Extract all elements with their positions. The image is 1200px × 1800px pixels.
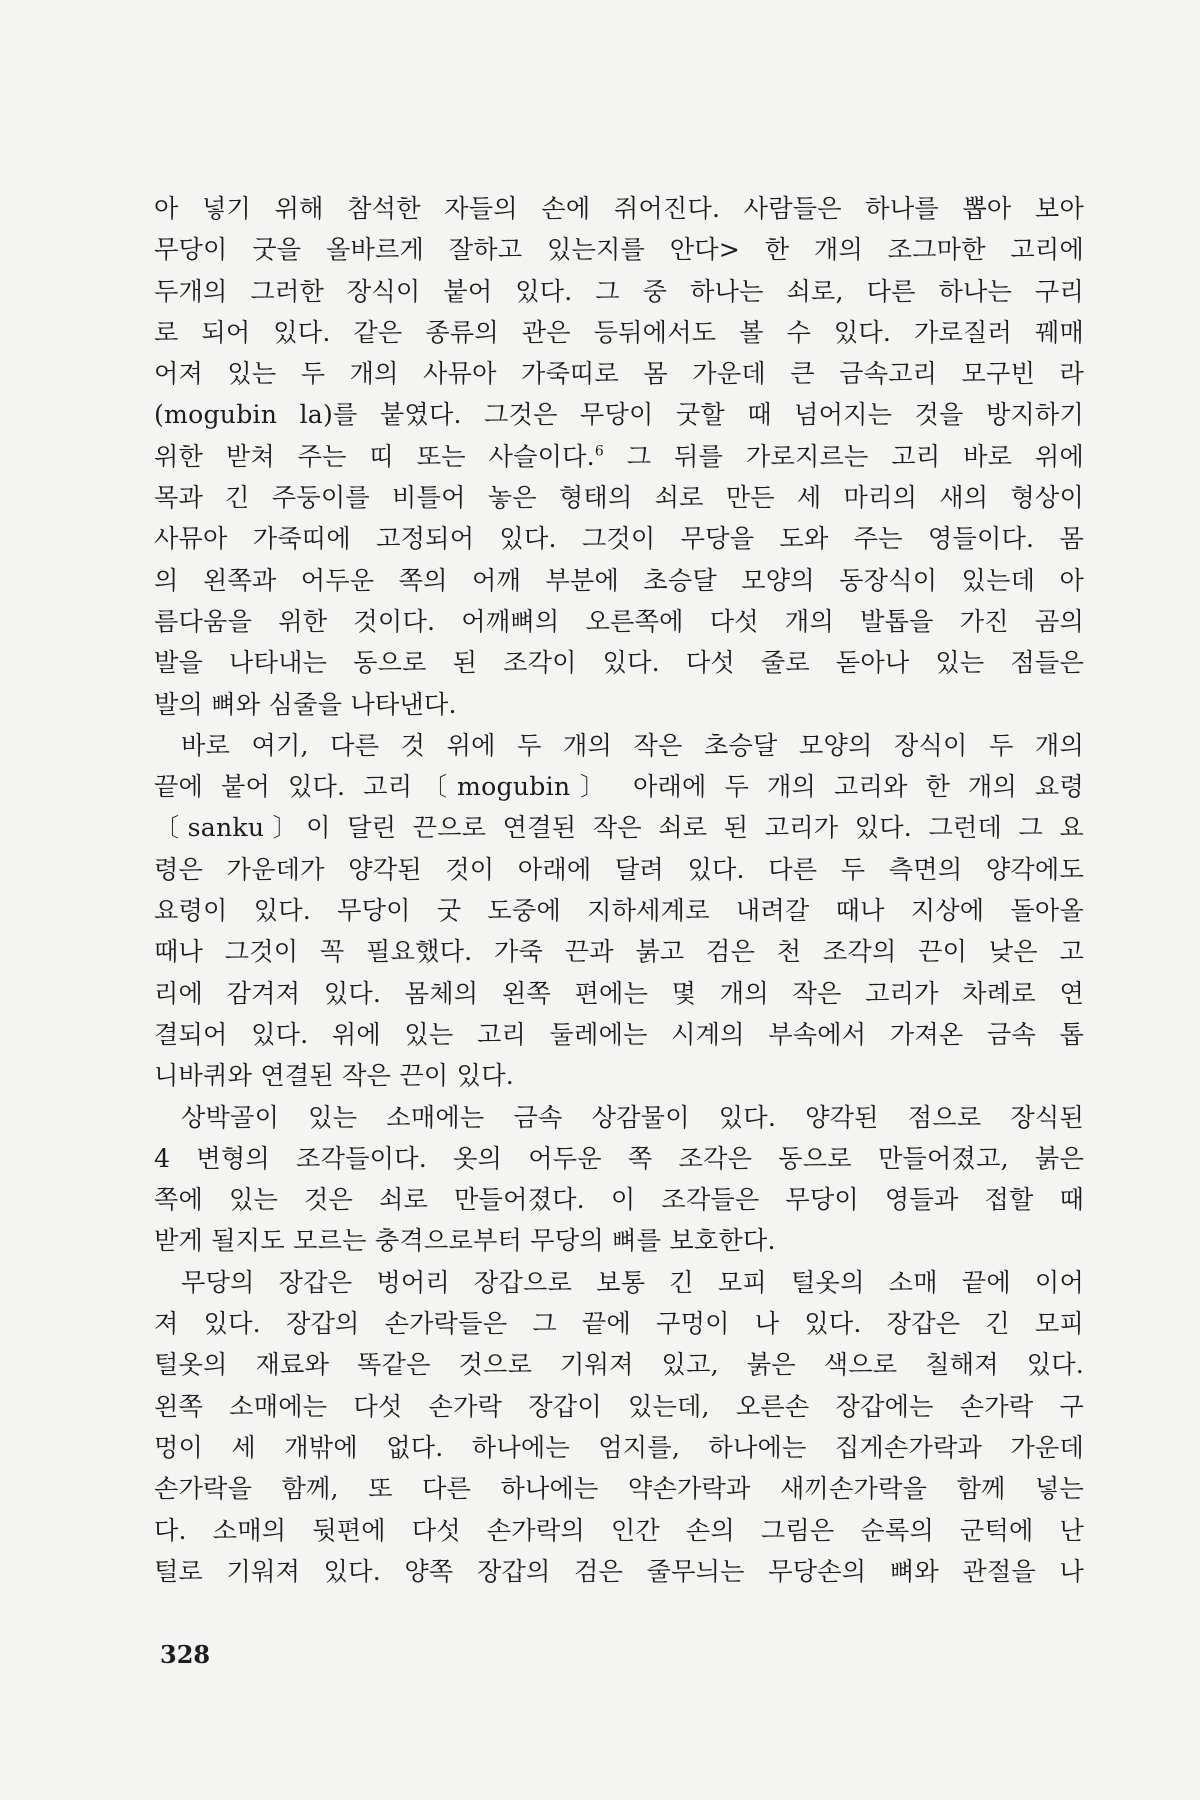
text-line — [154, 353, 1084, 394]
text-line-content: 져 있다. 장갑의 손가락들은 그 끝에 구멍이 나 있다. 장갑은 긴 모피 — [154, 1309, 1084, 1339]
text-line — [154, 1138, 1084, 1179]
text-line — [154, 1344, 1084, 1385]
text-line-content: 니바퀴와 연결된 작은 끈이 있다. — [154, 1061, 514, 1091]
text-line-content: 상박골이 있는 소매에는 금속 상감물이 있다. 양각된 점으로 장식된 — [181, 1102, 1084, 1132]
text-line-content: 의 왼쪽과 어두운 쪽의 어깨 부분에 초승달 모양의 동장식이 있는데 아 — [154, 565, 1084, 595]
text-line-content: 4 변형의 조각들이다. 옷의 어두운 쪽 조각은 동으로 만들어졌고, 붉은 — [154, 1143, 1084, 1173]
footnote-marker: 6 — [594, 443, 605, 460]
text-line — [154, 1097, 1084, 1138]
text-line — [154, 1551, 1084, 1592]
text-line — [154, 1179, 1084, 1220]
text-line-content: 멍이 세 개밖에 없다. 하나에는 엄지를, 하나에는 집게손가락과 가운데 — [154, 1432, 1084, 1462]
text-line — [154, 601, 1084, 642]
text-line-content: 바로 여기, 다른 것 위에 두 개의 작은 초승달 모양의 장식이 두 개의 — [181, 730, 1084, 760]
text-line — [154, 1014, 1084, 1055]
text-line-content: 사뮤아 가죽띠에 고정되어 있다. 그것이 무당을 도와 주는 영들이다. 몸 — [154, 524, 1084, 554]
text-line — [154, 1427, 1084, 1468]
text-line-content: 끝에 붙어 있다. 고리〔mogubin〕 아래에 두 개의 고리와 한 개의 요령 — [154, 772, 1084, 802]
text-line-content: 무당의 장갑은 벙어리 장갑으로 보통 긴 모피 털옷의 소매 끝에 이어 — [181, 1267, 1084, 1297]
text-line-content: 두개의 그러한 장식이 붙어 있다. 그 중 하나는 쇠로, 다른 하나는 구리 — [154, 276, 1084, 306]
text-line — [154, 931, 1084, 972]
text-line-content: 위한 받쳐 주는 띠 또는 사슬이다. — [154, 441, 595, 471]
text-line-content: 다. 소매의 뒷편에 다섯 손가락의 인간 손의 그림은 순록의 군턱에 난 — [154, 1515, 1084, 1545]
text-line-content: 리에 감겨져 있다. 몸체의 왼쪽 편에는 몇 개의 작은 고리가 차례로 연 — [154, 978, 1084, 1008]
text-line-content: 아 넣기 위해 참석한 자들의 손에 쥐어진다. 사람들은 하나를 뽑아 보아 — [154, 194, 1084, 223]
text-line-content: 때나 그것이 꼭 필요했다. 가죽 끈과 붉고 검은 천 조각의 끈이 낮은 고 — [154, 937, 1084, 967]
text-line-content: 로 되어 있다. 같은 종류의 관은 등뒤에서도 볼 수 있다. 가로질러 꿰매 — [154, 317, 1084, 347]
text-line-content: (mogubin la)를 붙였다. 그것은 무당이 굿할 때 넘어지는 것을 방지하기 — [154, 400, 1084, 430]
text-line-content: 목과 긴 주둥이를 비틀어 놓은 형태의 쇠로 만든 세 마리의 새의 형상이 — [154, 483, 1084, 513]
text-line-content: 요령이 있다. 무당이 굿 도중에 지하세계로 내려갈 때나 지상에 돌아올 — [154, 896, 1084, 926]
body-text — [154, 188, 1084, 1592]
text-line-content: 털옷의 재료와 똑같은 것으로 기워져 있고, 붉은 색으로 칠해져 있다. — [154, 1350, 1084, 1380]
text-line — [154, 849, 1084, 890]
text-line — [154, 1303, 1084, 1344]
text-line — [154, 684, 1084, 725]
text-line-content: 손가락을 함께, 또 다른 하나에는 약손가락과 새끼손가락을 함께 넣는 — [154, 1474, 1084, 1504]
text-line — [154, 271, 1084, 312]
text-line-content: 어져 있는 두 개의 사뮤아 가죽띠로 몸 가운데 큰 금속고리 모구빈 라 — [154, 359, 1084, 389]
text-line-content: 발을 나타내는 동으로 된 조각이 있다. 다섯 줄로 돋아나 있는 점들은 — [154, 648, 1084, 678]
page-number: 328 — [160, 1640, 211, 1669]
text-line — [154, 1468, 1084, 1509]
text-line-content: 령은 가운데가 양각된 것이 아래에 달려 있다. 다른 두 측면의 양각에도 — [154, 854, 1084, 884]
text-line-content: 무당이 굿을 올바르게 잘하고 있는지를 안다> 한 개의 조그마한 고리에 — [154, 235, 1084, 265]
text-line — [154, 518, 1084, 559]
text-line — [154, 229, 1084, 270]
text-line-content: 털로 기워져 있다. 양쪽 장갑의 검은 줄무늬는 무당손의 뼈와 관절을 나 — [154, 1556, 1084, 1586]
text-line — [154, 394, 1084, 435]
text-line-content: 발의 뼈와 심줄을 나타낸다. — [154, 689, 457, 719]
text-line — [154, 1055, 1084, 1096]
text-line-content: 받게 될지도 모르는 충격으로부터 무당의 뼈를 보호한다. — [154, 1226, 776, 1256]
text-line — [154, 642, 1084, 683]
text-line — [154, 436, 1084, 477]
text-line — [154, 1510, 1084, 1551]
text-line — [154, 973, 1084, 1014]
text-line — [154, 807, 1084, 848]
text-line-content: 왼쪽 소매에는 다섯 손가락 장갑이 있는데, 오른손 장갑에는 손가락 구 — [154, 1391, 1084, 1421]
text-line — [154, 890, 1084, 931]
text-line-content: 름다움을 위한 것이다. 어깨뼈의 오른쪽에 다섯 개의 발톱을 가진 곰의 — [154, 606, 1084, 636]
text-line-content: 결되어 있다. 위에 있는 고리 둘레에는 시계의 부속에서 가져온 금속 톱 — [154, 1019, 1084, 1049]
text-line — [154, 1220, 1084, 1261]
text-line — [154, 560, 1084, 601]
text-line — [154, 477, 1084, 518]
text-line — [154, 725, 1084, 766]
text-line — [154, 312, 1084, 353]
text-line — [154, 1262, 1084, 1303]
text-line-content: 〔sanku〕이 달린 끈으로 연결된 작은 쇠로 된 고리가 있다. 그런데 그 요 — [154, 813, 1084, 843]
text-line — [154, 1386, 1084, 1427]
text-line — [154, 766, 1084, 807]
text-line-continuation: 그 뒤를 가로지르는 고리 바로 위에 — [604, 441, 1084, 471]
text-line — [154, 188, 1084, 229]
text-line-content: 쪽에 있는 것은 쇠로 만들어졌다. 이 조각들은 무당이 영들과 접할 때 — [154, 1185, 1084, 1215]
